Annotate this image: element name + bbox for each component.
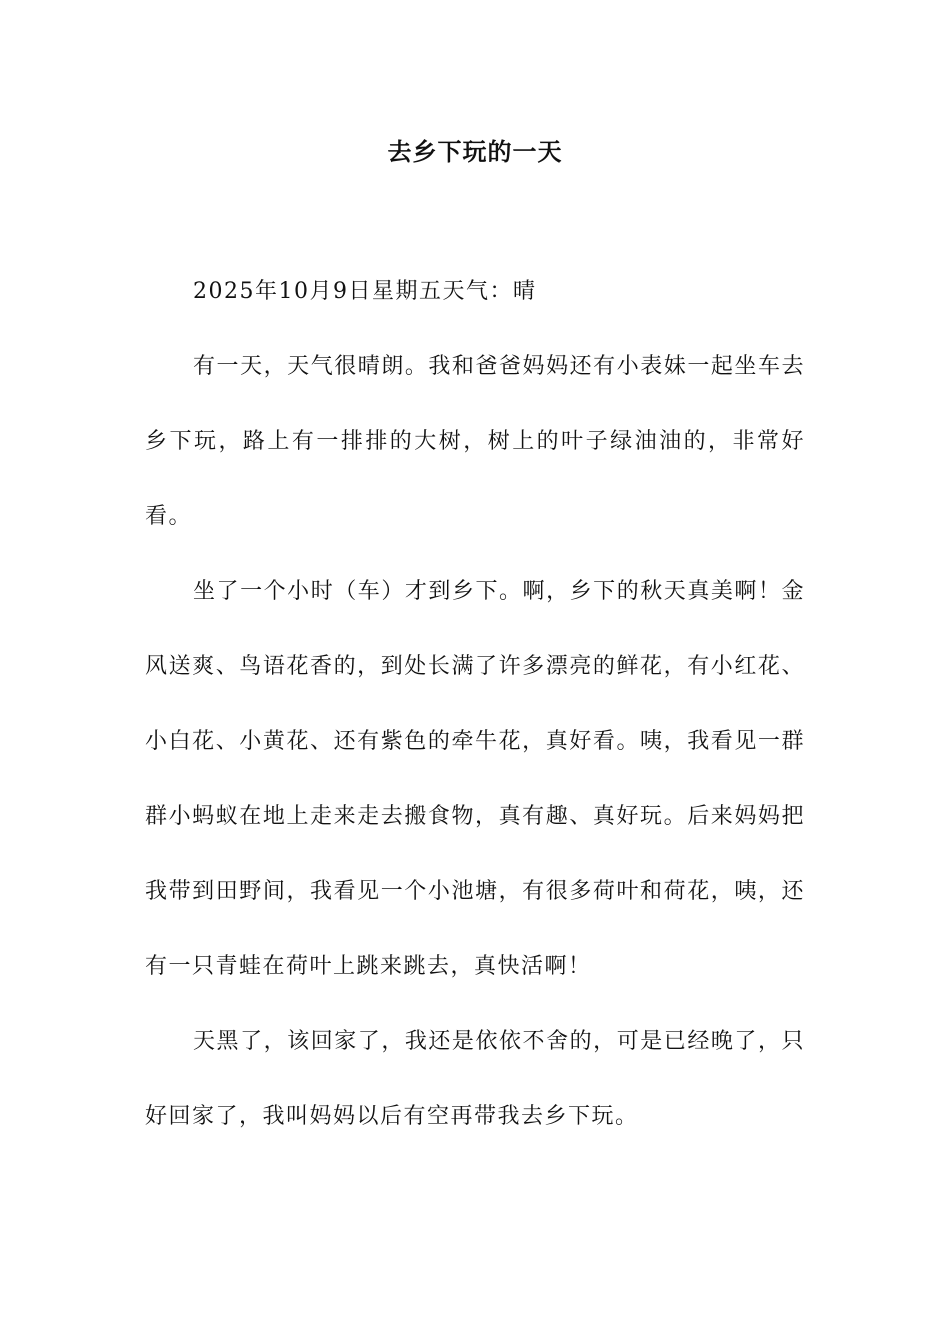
date-line: 2025年10月9日星期五天气：晴	[193, 279, 537, 304]
paragraph-3: 天黑了，该回家了，我还是依依不舍的，可是已经晚了，只好回家了，我叫妈妈以后有空再带我去乡下玩。	[145, 1029, 805, 1129]
document-body	[145, 254, 805, 1154]
paragraph-2: 坐了一个小时（车）才到乡下。啊，乡下的秋天真美啊！金风送爽、鸟语花香的，到处长满了许多漂亮的鲜花，有小红花、小白花、小黄花、还有紫色的牵牛花，真好看。咦，我看见一群群小蚂蚁在地上走来走去搬食物，真有趣、真好玩。后来妈妈把我带到田野间，我看见一个小池塘，有很多荷叶和荷花，咦，还有一只青蛙在荷叶上跳来跳去，真快活啊！	[145, 579, 805, 979]
document-title: 去乡下玩的一天	[387, 137, 563, 166]
paragraph-1: 有一天，天气很晴朗。我和爸爸妈妈还有小表妹一起坐车去乡下玩，路上有一排排的大树，树上的叶子绿油油的，非常好看。	[145, 354, 805, 529]
